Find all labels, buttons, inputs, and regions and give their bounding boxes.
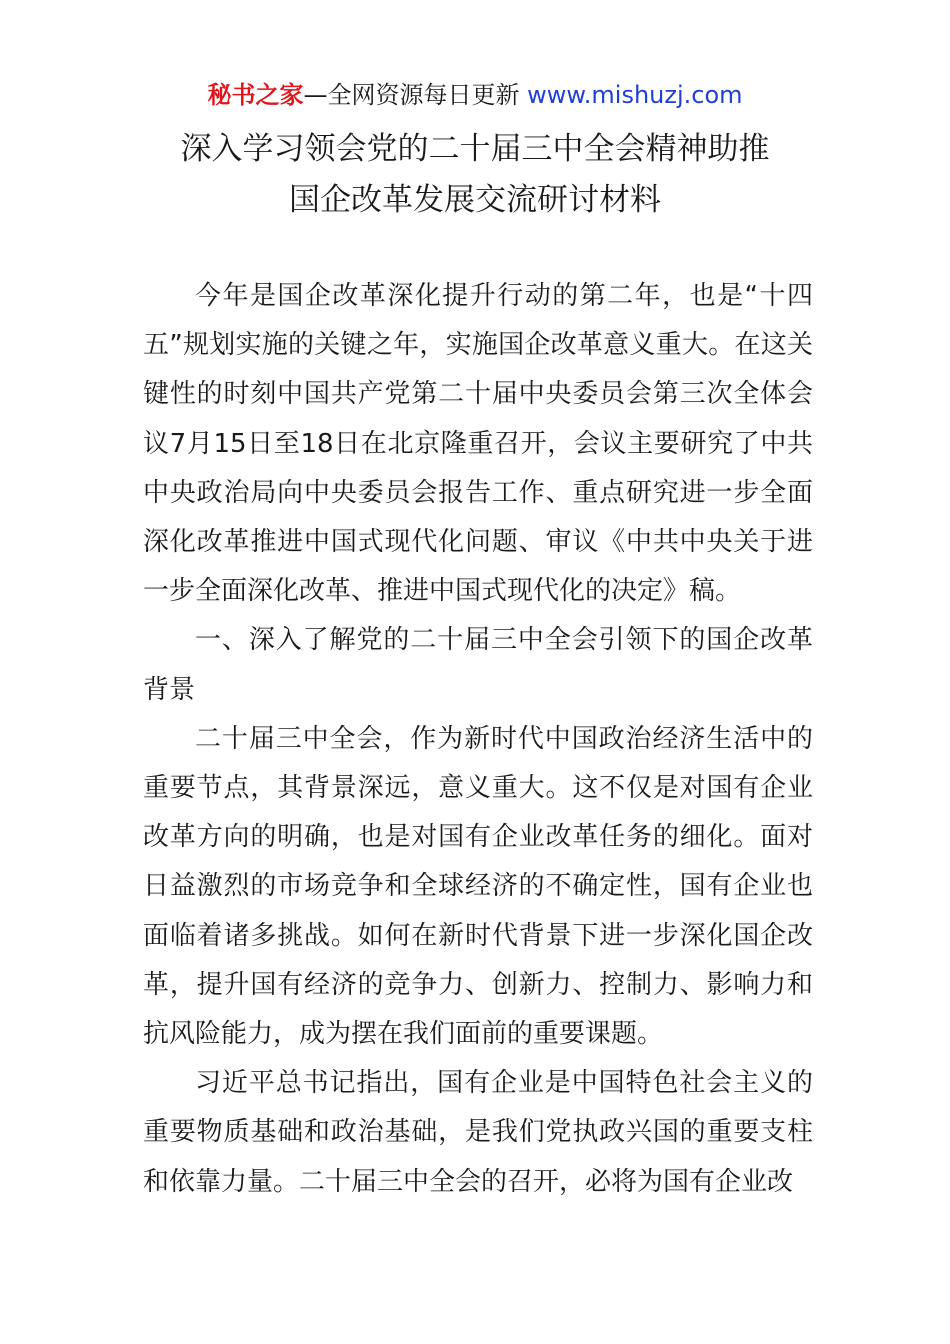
document-title-line-2: 国企改革发展交流研讨材料 [289,182,661,218]
section-heading-1: 一、深入了解党的二十届三中全会引领下的国企改革背景 [143,625,813,705]
paragraph-background: 二十届三中全会，作为新时代中国政治经济生活中的重要节点，其背景深远，意义重大。这不仅是对国有企业改革方向的明确，也是对国有企业改革任务的细化。面对日益激烈的市场竞争和全球经济的不确定性，国有企业也面临着诸多挑战。如何在新时代背景下进一步深化国企改革，提升国有经济的竞争力、创新力、控制力、影响力和抗风险能力，成为摆在我们面前的重要课题。 [143,723,813,1050]
paragraph-intro: 今年是国企改革深化提升行动的第二年，也是“十四五”规划实施的关键之年，实施国企改革意义重大。在这关键性的时刻中国共产党第二十届中央委员会第三次全体会议7月15日至18日在北京隆重召开，会议主要研究了中共中央政治局向中央委员会报告工作、重点研究进一步全面深化改革推进中国式现代化问题、审议《中共中央关于进一步全面深化改革、推进中国式现代化的决定》稿。 [143,281,813,607]
site-header [0,78,950,112]
header-tagline: —全网资源每日更新 [303,81,520,109]
document-body [143,272,813,1207]
brand-name: 秘书之家 [207,81,304,109]
paragraph-quote: 习近平总书记指出，国有企业是中国特色社会主义的重要物质基础和政治基础，是我们党执政兴国的重要支柱和依靠力量。二十届三中全会的召开，必将为国有企业改 [143,1068,813,1197]
site-url-link[interactable]: www.mishuzj.com [527,81,743,109]
document-title-line-1: 深入学习领会党的二十届三中全会精神助推 [180,131,770,167]
